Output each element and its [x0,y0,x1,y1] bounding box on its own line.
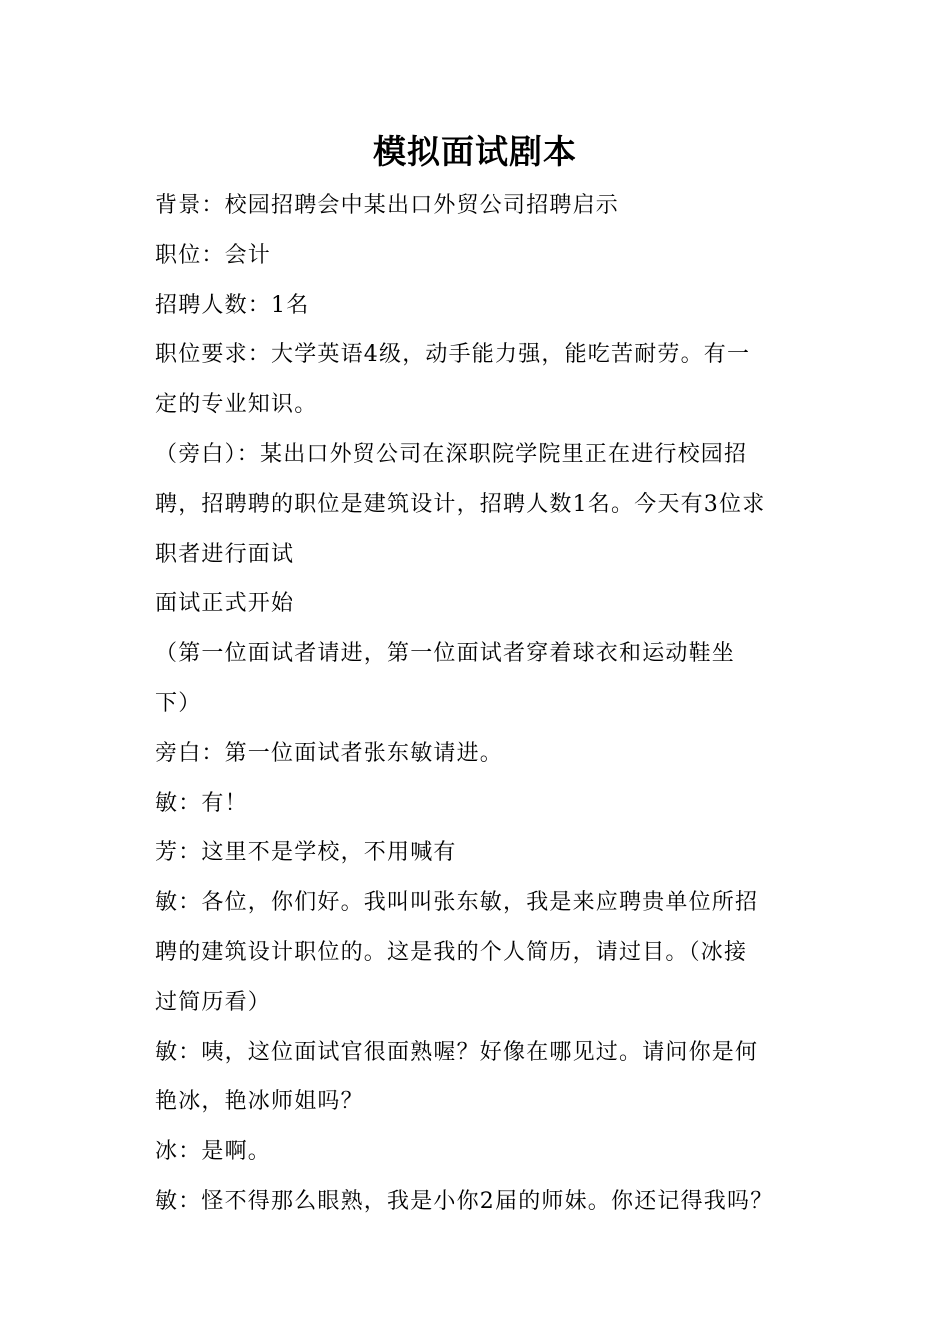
text-line-interview-start: 面试正式开始 [155,591,295,617]
dialogue-line: 敏：怪不得那么眼熟，我是小你2届的师妹。你还记得我吗？ [155,1188,774,1214]
dialogue-line: 敏：咦，这位面试官很面熟喔？好像在哪见过。请问你是何 [155,1039,759,1065]
text-line-requirements: 职位要求：大学英语4级，动手能力强，能吃苦耐劳。有一 [155,342,751,368]
dialogue-line: 过简历看） [155,989,272,1015]
text-line-narration: （旁白）：某出口外贸公司在深职院学院里正在进行校园招 [155,441,748,467]
dialogue-line: 敏：各位，你们好。我叫叫张东敏，我是来应聘贵单位所招 [155,890,759,916]
document-title: 模拟面试剧本 [373,132,577,171]
dialogue-line: 芳：这里不是学校，不用喊有 [155,840,457,866]
text-line-stage-direction: （第一位面试者请进，第一位面试者穿着球衣和运动鞋坐 [155,641,736,667]
dialogue-line: 聘的建筑设计职位的。这是我的个人简历，请过目。（冰接 [155,939,748,965]
document-body [155,181,800,1227]
text-line-narration-cont: 聘，招聘聘的职位是建筑设计，招聘人数1名。今天有3位求 [155,491,766,517]
dialogue-line: 敏：有！ [155,790,248,816]
dialogue-line: 冰：是啊。 [155,1139,272,1165]
dialogue-line: 旁白：第一位面试者张东敏请进。 [155,740,504,766]
dialogue-line: 艳冰，艳冰师姐吗？ [155,1089,364,1115]
text-line-position: 职位：会计 [155,242,272,268]
text-line-background: 背景：校园招聘会中某出口外贸公司招聘启示 [155,193,620,218]
text-line-narration-end: 职者进行面试 [155,541,295,567]
text-line-requirements-cont: 定的专业知识。 [155,392,318,418]
text-line-stage-direction-end: 下） [155,690,202,716]
text-line-headcount: 招聘人数：1名 [155,292,310,318]
